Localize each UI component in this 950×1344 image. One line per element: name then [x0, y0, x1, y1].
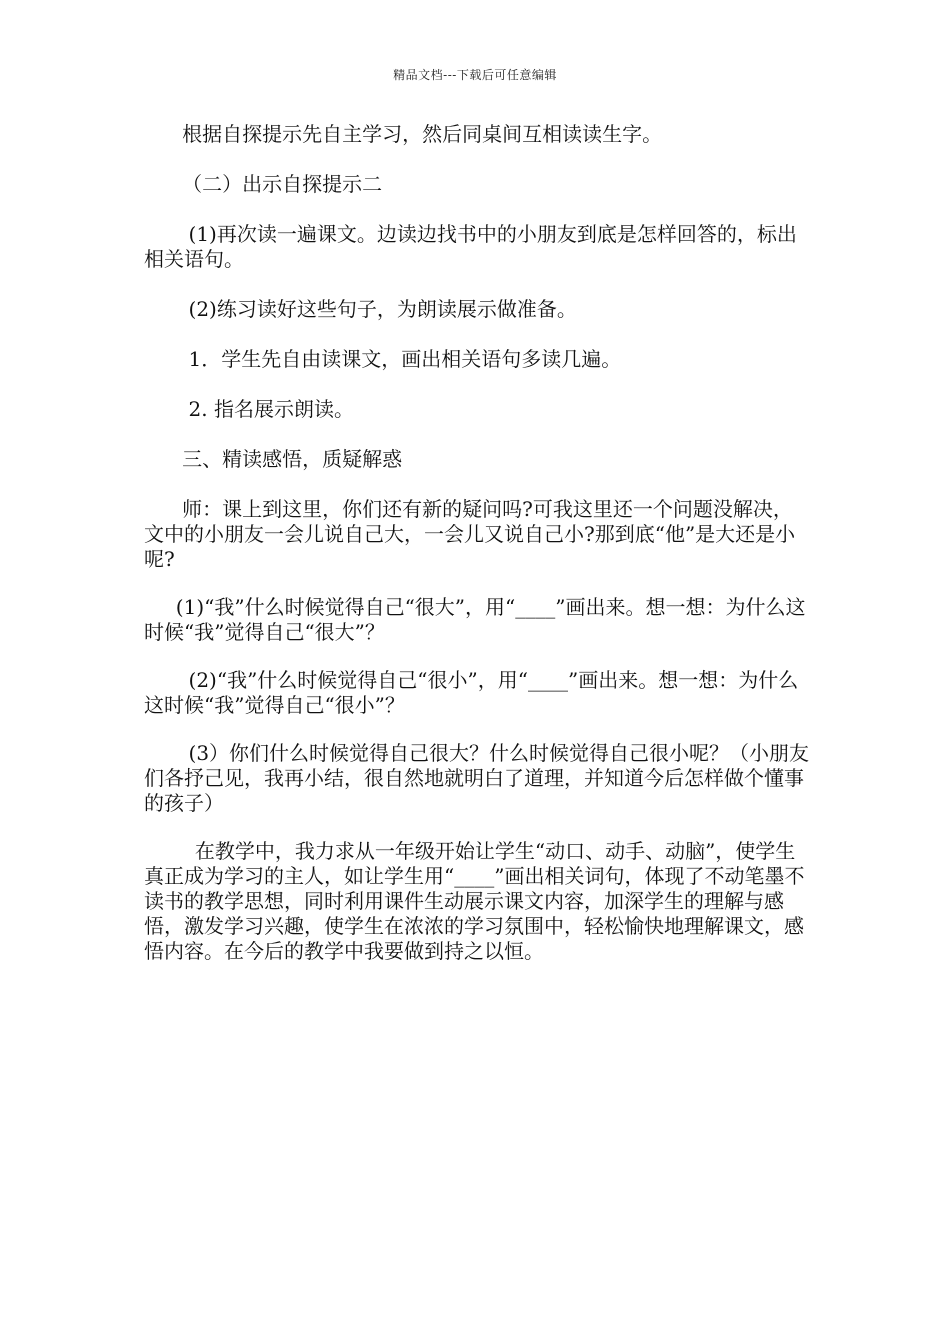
page-header: 精品文档---下载后可任意编辑: [393, 68, 557, 82]
paragraph-question-small: (2)“我”什么时候觉得自己“很小”，用“____”画出来。想一想：为什么这时候“我”觉得自己“很小”？: [144, 668, 799, 717]
document-body: [144, 122, 810, 964]
paragraph-section-two-heading: （二）出示自探提示二: [144, 172, 383, 196]
paragraph-self-study: 根据自探提示先自主学习，然后同桌间互相读读生字。: [144, 122, 663, 146]
paragraph-question-big: (1)“我”什么时候觉得自己“很大”，用“____”画出来。想一想：为什么这时候“我”觉得自己“很大”？: [144, 595, 806, 644]
paragraph-teacher-question: 师：课上到这里，你们还有新的疑问吗?可我这里还一个问题没解决，文中的小朋友一会儿说自己大，一会儿又说自己小?那到底“他”是大还是小呢?: [144, 497, 796, 571]
paragraph-prompt-2: (2)练习读好这些句子，为朗读展示做准备。: [144, 297, 577, 321]
paragraph-step-1: 1．学生先自由读课文，画出相关语句多读几遍。: [144, 347, 622, 371]
paragraph-section-three-heading: 三、精读感悟，质疑解惑: [144, 447, 403, 471]
paragraph-prompt-1: (1)再次读一遍课文。边读边找书中的小朋友到底是怎样回答的，标出相关语句。: [144, 222, 797, 271]
paragraph-step-2: 2. 指名展示朗读。: [144, 397, 354, 421]
paragraph-reflection: 在教学中，我力求从一年级开始让学生“动口、动手、动脑”，使学生真正成为学习的主人，如让学生用“____”画出相关词句，体现了不动笔墨不读书的教学思想，同时利用课件生动展示课文内容，加深学生的理解与感悟，激发学习兴趣，使学生在浓浓的学习氛围中，轻松愉快地理解课文，感悟内容。在今后的教学中我要做到持之以恒。: [144, 839, 805, 963]
paragraph-question-discussion: (3）你们什么时候觉得自己很大？什么时候觉得自己很小呢？（小朋友们各抒己见，我再小结，很自然地就明白了道理，并知道今后怎样做个懂事的孩子）: [144, 741, 810, 815]
